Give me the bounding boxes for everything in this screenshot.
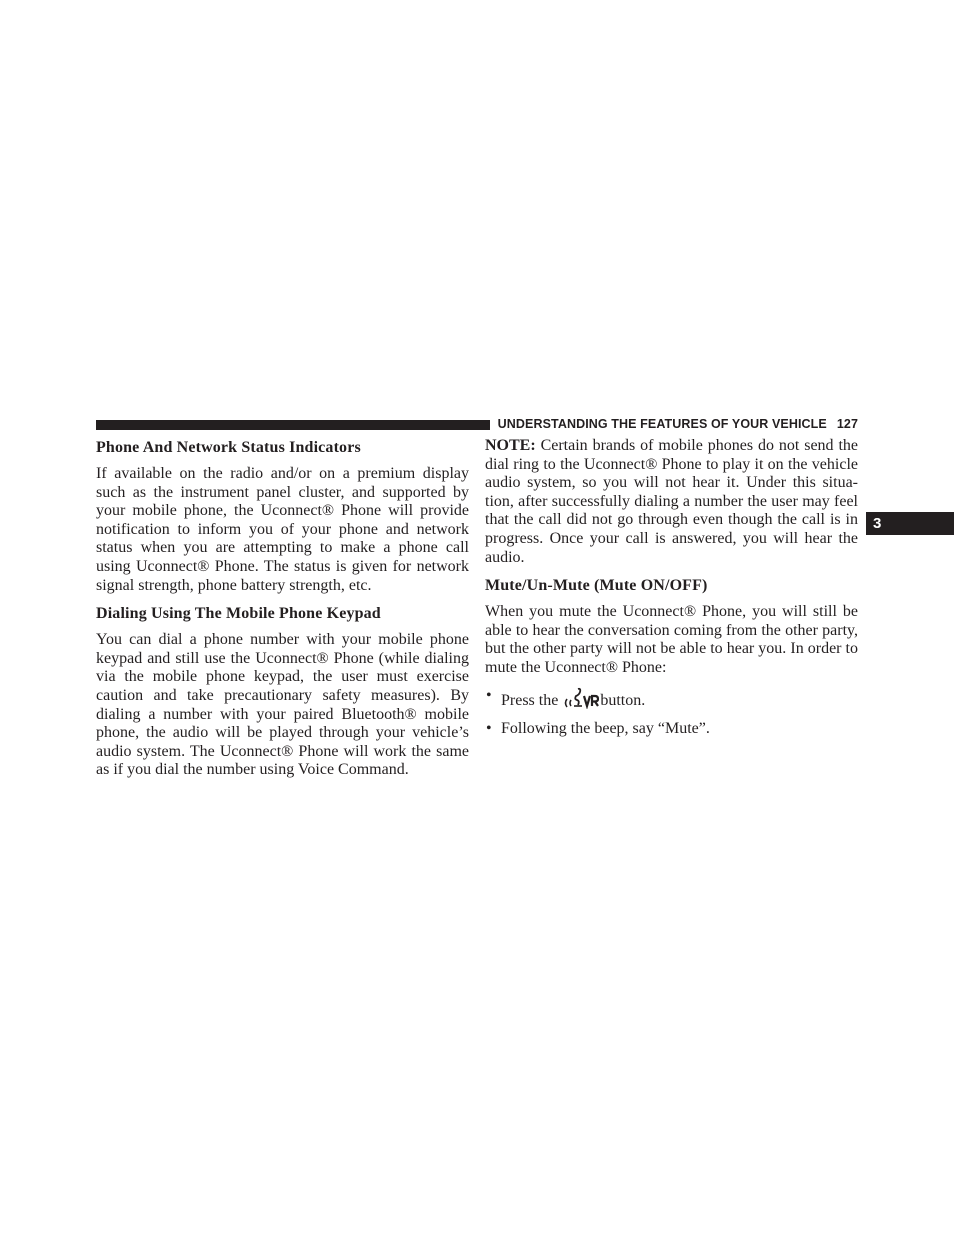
voice-recognition-icon [563,687,599,709]
bullet: • [486,719,492,737]
header-rule [96,420,490,430]
paragraph-dialing-keypad: You can dial a phone number with your mobile phone keypad and still use the Uconnect® Phone (while dialing via the mobile phone keypad, the user must exercise caution and take precautionary safety measures). By dialing a number with your paired Bluetooth® mobile phone, the audio will be played through your vehicle’s audio system. The Uconnect® Phone will work the same as if you dial the number using Voice Command. [96,631,469,779]
list-item: • Press the button. [486,686,646,709]
bullet: • [486,686,492,704]
paragraph-mute: When you mute the Uconnect® Phone, you will still be able to hear the conversation coming from the other party, but the other party will not be able to hear you. In order to mute the Uconnect® Phone: [485,603,858,676]
running-header [498,417,858,431]
left-column [96,437,469,780]
section-title: UNDERSTANDING THE FEATURES OF YOUR VEHICLE [497,417,827,431]
paragraph-status-indicators: If available on the radio and/or on a premium display such as the instrument panel cluster, and supported by your mobile phone, the Uconnect® Phone will provide notification to inform you of your phone and network status when you are attempting to make a phone call using Uconnect® Phone. The status is given for network signal strength, phone battery strength, etc. [96,465,469,594]
heading-dialing-keypad: Dialing Using The Mobile Phone Keypad [96,605,381,623]
right-column [485,437,858,738]
note-paragraph [485,437,858,567]
heading-phone-network-status: Phone And Network Status Indicators [96,439,361,456]
note-label: NOTE: [485,437,536,454]
page-number: 127 [836,417,858,431]
note-text: Certain brands of mobile phones do not send the dial ring to the Uconnect® Phone to play it on the vehicle audio system, so you will not hear it. Under this situa-tion, after successfully dialing a number the user may feel that the call did not go through even though the call is in progress. Once your call is answered, you will hear the audio. [485,437,858,566]
heading-mute-unmute: Mute/Un-Mute (Mute ON/OFF) [485,577,708,595]
list-item: • Following the beep, say “Mute”. [486,719,710,737]
mute-steps-list [485,687,858,739]
chapter-tab: 3 [866,512,954,535]
